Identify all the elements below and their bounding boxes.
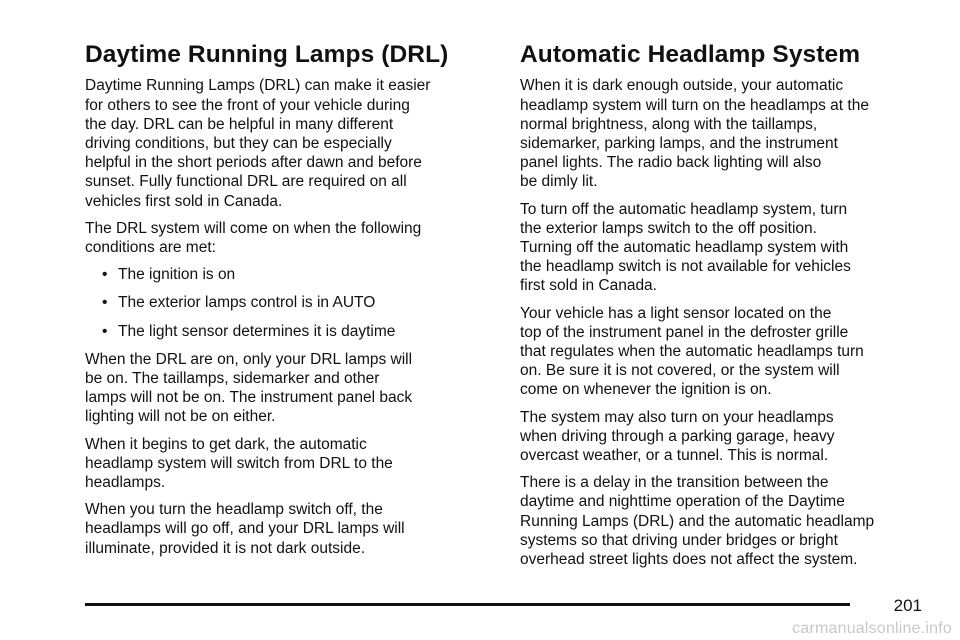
auto-headlamp-intro-paragraph: When it is dark enough outside, your automatic headlamp system will turn on the headlamps at the normal brightness, along with the taillamps, sidemarker, parking lamps, and the instrument panel lights. The radio back lighting will also be dimly lit.	[520, 77, 869, 191]
auto-headlamp-heading: Automatic Headlamp System	[520, 41, 861, 68]
watermark-text: carmanualsonline.info	[792, 620, 952, 637]
delay-paragraph: There is a delay in the transition between the daytime and nighttime operation of the Daytime Running Lamps (DRL) and the automatic headlamp systems so that driving under bridges or bright overhead street lights does not affect the system.	[520, 474, 875, 569]
drl-conditions-list	[85, 265, 505, 341]
footer-rule	[85, 603, 850, 606]
bullet-icon: •	[102, 266, 108, 284]
drl-intro-paragraph: Daytime Running Lamps (DRL) can make it easier for others to see the front of your vehicle during the day. DRL can be helpful in many different driving conditions, but they can be especially helpful in the short periods after dawn and before sunset. Fully functional DRL are required on all vehicles first sold in Canada.	[85, 77, 431, 210]
left-column	[85, 40, 505, 566]
drl-on-paragraph: When the DRL are on, only your DRL lamps will be on. The taillamps, sidemarker and other lamps will not be on. The instrument panel back lighting will not be on either.	[85, 350, 413, 426]
page-number: 201	[893, 596, 922, 615]
drl-heading: Daytime Running Lamps (DRL)	[85, 41, 449, 68]
list-item-text: The exterior lamps control is in AUTO	[118, 294, 376, 312]
list-item	[85, 322, 505, 341]
list-item	[85, 265, 505, 284]
list-item-text: The ignition is on	[118, 266, 236, 284]
drl-switch-off-paragraph: When you turn the headlamp switch off, the headlamps will go off, and your DRL lamps will illuminate, provided it is not dark outside.	[85, 501, 405, 557]
auto-headlamp-off-paragraph: To turn off the automatic headlamp system, turn the exterior lamps switch to the off position. Turning off the automatic headlamp system with the headlamp switch is not available for vehicles first sold in Canada.	[520, 200, 851, 295]
drl-dark-paragraph: When it begins to get dark, the automatic headlamp system will switch from DRL to the headlamps.	[85, 435, 393, 492]
list-item	[85, 293, 505, 312]
light-sensor-paragraph: Your vehicle has a light sensor located on the top of the instrument panel in the defroster grille that regulates when the automatic headlamps turn on. Be sure it is not covered, or the system will come on whenever the ignition is on.	[520, 304, 864, 399]
drl-conditions-paragraph: The DRL system will come on when the following conditions are met:	[85, 219, 422, 257]
list-item-text: The light sensor determines it is daytime	[118, 322, 396, 340]
bullet-icon: •	[102, 322, 108, 340]
bullet-icon: •	[102, 294, 108, 312]
right-column	[520, 40, 950, 577]
garage-paragraph: The system may also turn on your headlamps when driving through a parking garage, heavy overcast weather, or a tunnel. This is normal.	[520, 408, 835, 465]
